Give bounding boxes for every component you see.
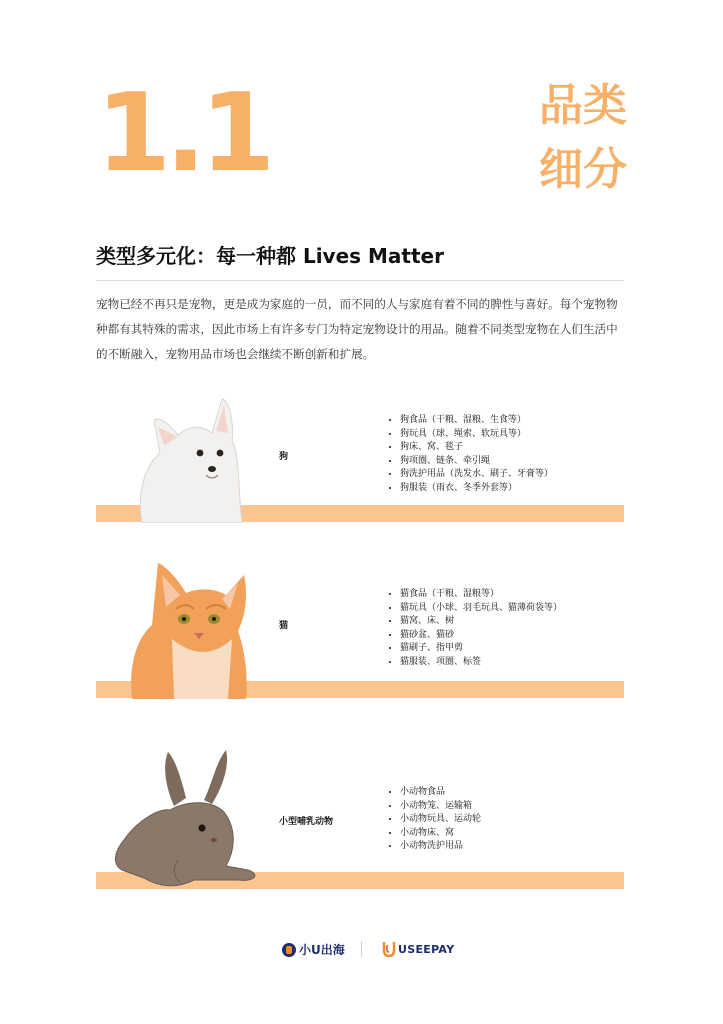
list-item: • 小动物洗护用品	[400, 840, 481, 854]
list-item: • 狗床、窝、毯子	[400, 441, 553, 455]
list-item: • 猫刷子、指甲剪	[400, 642, 562, 656]
list-item: • 狗食品（干粮、湿粮、生食等）	[400, 414, 553, 428]
section-heading: 类型多元化：每一种都 Lives Matter	[96, 244, 444, 268]
pet-label-cat: 猫	[279, 621, 289, 631]
pet-item-list	[386, 786, 481, 854]
useepay-logo-icon	[382, 941, 396, 957]
list-item: • 狗洗护用品（洗发水、刷子、牙膏等）	[400, 468, 553, 482]
list-item: • 小动物笼、运输箱	[400, 800, 481, 814]
list-item: • 小动物玩具、运动轮	[400, 813, 481, 827]
list-item: • 狗服装（雨衣、冬季外套等）	[400, 482, 553, 496]
pet-item-list	[386, 414, 553, 496]
pet-item-list	[386, 588, 562, 670]
list-item: • 狗项圈、链条、牵引绳	[400, 455, 553, 469]
list-item: • 狗玩具（球、绳索、软玩具等）	[400, 428, 553, 442]
intro-paragraph: 宠物已经不再只是宠物，更是成为家庭的一员，而不同的人与家庭有着不同的脾性与喜好。每个宠物物种都有其特殊的需求，因此市场上有许多专门为特定宠物设计的用品。随着不同类型宠物在人们生活中的不断融入，宠物用品市场也会继续不断创新和扩展。	[96, 297, 618, 361]
pet-row-cat	[96, 553, 624, 699]
pet-row-small-mammal	[96, 748, 624, 890]
xiaou-logo-text: 小U出海	[299, 943, 345, 957]
list-item: • 猫玩具（小球、羽毛玩具、猫薄荷袋等）	[400, 602, 562, 616]
divider	[96, 280, 624, 281]
list-item: • 小动物食品	[400, 786, 481, 800]
list-item: • 猫食品（干粮、湿粮等）	[400, 588, 562, 602]
useepay-logo	[382, 941, 454, 957]
xiaou-logo	[282, 941, 345, 958]
cat-image	[128, 553, 250, 699]
pet-row-dog	[96, 395, 624, 523]
list-item: • 猫窝、床、树	[400, 615, 562, 629]
pet-label-small-mammal: 小型哺乳动物	[279, 817, 334, 827]
rabbit-image	[108, 748, 264, 890]
page-title	[527, 74, 627, 202]
list-item: • 小动物床、窝	[400, 827, 481, 841]
list-item: • 猫服装、项圈、标签	[400, 656, 562, 670]
useepay-logo-text: USEEPAY	[398, 942, 455, 956]
section-number: 1.1	[96, 71, 270, 196]
title-line-1: 品类	[539, 80, 627, 131]
title-line-2: 细分	[539, 144, 627, 195]
footer-divider	[361, 941, 362, 957]
xiaou-logo-icon	[282, 943, 296, 957]
list-item: • 猫砂盆、猫砂	[400, 629, 562, 643]
pet-label-dog: 狗	[279, 452, 289, 462]
footer	[0, 938, 723, 962]
dog-image	[134, 395, 244, 523]
